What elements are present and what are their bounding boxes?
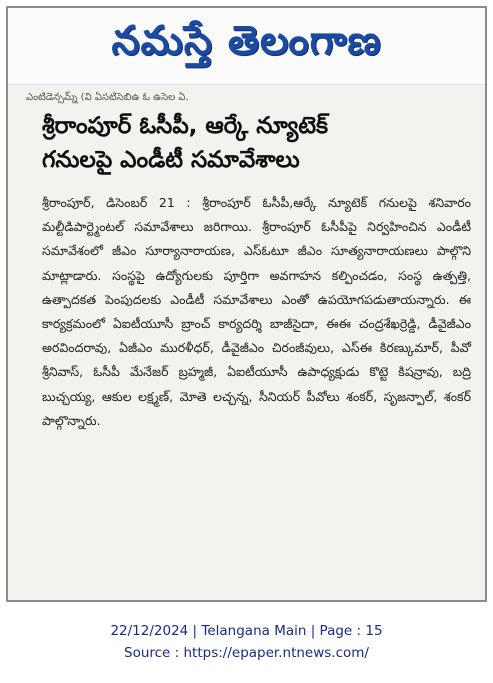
headline-line-2: గనులపై ఎండీటీ సమావేశాలు xyxy=(42,147,300,173)
article-headline xyxy=(22,109,471,177)
masthead-logo-text: నమస్తే తెలంగాణ xyxy=(111,18,382,64)
footer-date-page: 22/12/2024 | Telangana Main | Page : 15 xyxy=(110,623,383,639)
article-body xyxy=(22,191,471,433)
footer-source-link[interactable]: Source : https://epaper.ntnews.com/ xyxy=(124,645,369,661)
newspaper-clipping xyxy=(6,6,487,602)
cut-off-previous-line: ఎంటిడెన్సమ్న్ (వి ఏసటిసెబిఉ ఓ ఉసెల ఏ. xyxy=(26,92,189,103)
headline-line-1: శ్రీరాంపూర్ ఓసీపీ, ఆర్కే న్యూటెక్ xyxy=(42,113,329,139)
article-body-text: శ్రీరాంపూర్ ఓసీపీ,ఆర్కే న్యూటెక్ గనులపై శనివారం మల్టీడిపార్ట్మెంటల్ సమావేశాలు జరిగాయి. శ్రీరాంపూర్ ఓసీపీపై నిర్వహించిన ఎండీటీ సమావేశంలో జీఎం సూర్యానారాయణ, ఎస్ఓటూ జీఎం సూత్యనారాయణలు పాల్గొని మాట్లాడారు. సంస్థపై ఉద్యోగులకు పూర్తిగా అవగాహన కల్పించడం, సంస్థ ఉత్పత్తి, ఉత్పాదకత పెంపుదలకు ఎండీటీ సమావేశాలు ఎంతో ఉపయోగపడుతాయన్నారు. ఈ కార్యక్రమంలో ఏఐటీయూసీ బ్రాంచ్ కార్యదర్శి బాజీసైదా, ఈఈ చంద్రశేఖర్రెడ్డి, డీవైజీఎం అరవిందరావు, ఏజీఎం మురళీధర్, డీవైజీఎం చిరంజీవులు, ఎస్ఈ కిరణ్కుమార్, పీవో శ్రీనివాస్, ఓసీపీ మేనేజర్ బ్రహ్మజీ, ఏఐటీయూసీ ఉపాధ్యక్షుడు కొట్టె కిషన్రావు, బద్రి బుచ్చయ్య, ఆకుల లక్ష్మణ్, మోతె లచ్చన్న, సీనియర్ పీవోలు శంకర్, సృజన్పాల్, శంకర్ పాల్గొన్నారు. xyxy=(42,195,471,428)
newspaper-masthead xyxy=(8,8,485,85)
article-dateline: శ్రీరాంపూర్, డిసెంబర్ 21 : xyxy=(42,195,191,210)
source-footer xyxy=(0,620,493,664)
